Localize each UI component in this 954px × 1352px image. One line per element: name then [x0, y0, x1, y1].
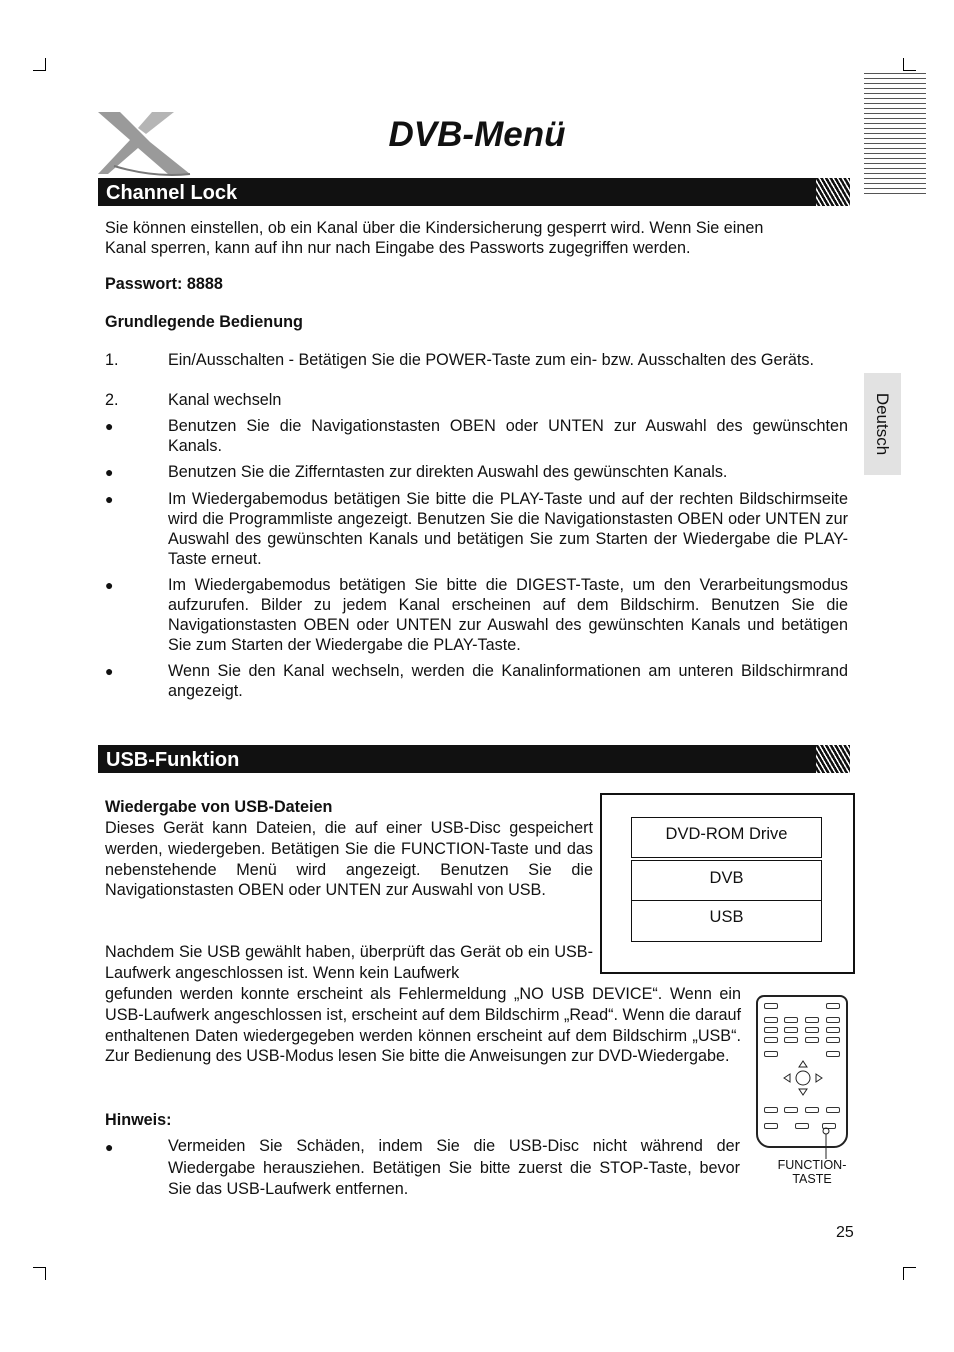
basic-operation-heading: Grundlegende Bedienung — [105, 313, 303, 331]
bullet-text: Im Wiedergabemodus betätigen Sie bitte die PLAY-Taste und auf der rechten Bildschirmseite wird die Programmliste angezeigt. Benutzen Sie die Navigationstasten OBEN oder UNTEN zur Auswahl des gewünschten Kanals und betätigen Sie zum Starten der Wiedergabe die PLAY-Taste erneut. — [168, 490, 848, 568]
crop-mark-top-right — [903, 58, 916, 71]
remote-button — [784, 1027, 798, 1033]
bullet-icon: ● — [105, 464, 114, 480]
step-text: Kanal wechseln — [168, 391, 282, 409]
remote-button — [764, 1017, 778, 1023]
section-title: Channel Lock — [106, 182, 238, 204]
section-title: USB-Funktion — [106, 749, 240, 771]
bullet-icon: ● — [105, 491, 114, 507]
remote-button — [805, 1027, 819, 1033]
section-hatch-decoration — [816, 178, 850, 206]
remote-button — [826, 1017, 840, 1023]
bullet-icon: ● — [105, 1139, 114, 1155]
remote-button — [805, 1037, 819, 1043]
callout-line — [815, 1127, 835, 1161]
remote-control-illustration — [756, 995, 848, 1148]
usb-paragraph: Dieses Gerät kann Dateien, die auf einer USB-Disc gespeichert werden, wiedergeben. Betätigen Sie die FUNCTION-Taste und das nebenstehende Menü wird angezeigt. Benutzen Sie die Navigationstasten OBEN oder UNTEN zur Auswahl von USB. — [105, 819, 593, 900]
remote-caption — [766, 1158, 858, 1186]
remote-button — [805, 1017, 819, 1023]
crop-mark-bottom-right — [903, 1267, 916, 1280]
usb-paragraph: Nachdem Sie USB gewählt haben, überprüft das Gerät ob ein USB-Laufwerk angeschlossen ist. Wenn kein Laufwerk — [105, 943, 593, 982]
usb-paragraph: gefunden werden konnte erscheint als Fehlermeldung „NO USB DEVICE“. Wenn ein USB-Laufwerk angeschlossen ist, erscheint auf dem Bildschirm „Read“. Wenn die darauf enthaltenen Daten wiedergegeben werden können erscheint auf dem Bildschirm „USB“. Zur Bedienung des USB-Modus lesen Sie bitte die Anweisungen zur DVD-Wiedergabe. — [105, 985, 741, 1066]
remote-button — [764, 1051, 778, 1057]
bullet-icon: ● — [105, 418, 114, 434]
step-number: 2. — [105, 391, 119, 409]
step-number: 1. — [105, 351, 119, 369]
remote-button — [784, 1107, 798, 1113]
bullet-icon: ● — [105, 577, 114, 593]
page-number: 25 — [836, 1224, 854, 1241]
remote-button — [764, 1003, 778, 1009]
navigation-pad-icon — [778, 1055, 828, 1105]
remote-button — [826, 1027, 840, 1033]
remote-caption-line: TASTE — [792, 1172, 832, 1186]
language-tab-label: Deutsch — [873, 392, 892, 456]
usb-playback-heading: Wiedergabe von USB-Dateien — [105, 798, 333, 816]
language-tab — [864, 373, 901, 475]
step-text: Ein/Ausschalten - Betätigen Sie die POWER-Taste zum ein- bzw. Ausschalten des Geräts. — [168, 351, 815, 369]
bullet-text: Wenn Sie den Kanal wechseln, werden die Kanalinformationen am unteren Bildschirmrand angezeigt. — [168, 662, 848, 700]
remote-button — [826, 1037, 840, 1043]
remote-button — [826, 1003, 840, 1009]
bullet-text: Benutzen Sie die Zifferntasten zur direkten Auswahl des gewünschten Kanals. — [168, 463, 728, 481]
note-text: Vermeiden Sie Schäden, indem Sie die USB-Disc nicht während der Wiedergabe herausziehen. Betätigen Sie bitte zuerst die STOP-Taste, bevor Sie das USB-Laufwerk entfernen. — [168, 1137, 740, 1199]
menu-item-dvb: DVB — [631, 860, 822, 901]
intro-line: Kanal sperren, kann auf ihn nur nach Eingabe des Passworts zugegriffen werden. — [105, 239, 691, 257]
section-header-channel-lock — [98, 178, 850, 206]
section-header-usb — [98, 745, 850, 773]
password-note: Passwort: 8888 — [105, 275, 223, 293]
remote-button — [795, 1123, 809, 1129]
page-title: DVB-Menü — [388, 115, 566, 154]
menu-item-dvd-rom: DVD-ROM Drive — [631, 817, 822, 858]
crop-mark-bottom-left — [33, 1267, 46, 1280]
menu-item-usb: USB — [631, 900, 822, 942]
remote-button — [826, 1051, 840, 1057]
crop-mark-top-left — [33, 58, 46, 71]
remote-button — [826, 1107, 840, 1113]
remote-button — [764, 1107, 778, 1113]
remote-button — [764, 1037, 778, 1043]
intro-line: Sie können einstellen, ob ein Kanal über die Kindersicherung gesperrt wird. Wenn Sie einen — [105, 219, 764, 237]
bullet-text: Im Wiedergabemodus betätigen Sie bitte die DIGEST-Taste, um den Verarbeitungsmodus aufzurufen. Bilder zu jedem Kanal erscheinen auf dem Bildschirm. Benutzen Sie die Navigationstasten OBEN oder UNTEN zur Auswahl des gewünschten Kanals und betätigen Sie zum Starten der Wiedergabe die PLAY-Taste. — [168, 576, 848, 654]
note-heading: Hinweis: — [105, 1111, 172, 1129]
remote-button — [784, 1017, 798, 1023]
section-hatch-decoration — [816, 745, 850, 773]
remote-button — [764, 1027, 778, 1033]
channel-lock-intro — [105, 218, 850, 258]
remote-button — [784, 1037, 798, 1043]
remote-button — [805, 1107, 819, 1113]
remote-button — [764, 1123, 778, 1129]
bullet-text: Benutzen Sie die Navigationstasten OBEN oder UNTEN zur Auswahl des gewünschten Kanals. — [168, 417, 848, 455]
remote-caption-line: FUNCTION- — [777, 1158, 847, 1172]
bullet-icon: ● — [105, 663, 114, 679]
